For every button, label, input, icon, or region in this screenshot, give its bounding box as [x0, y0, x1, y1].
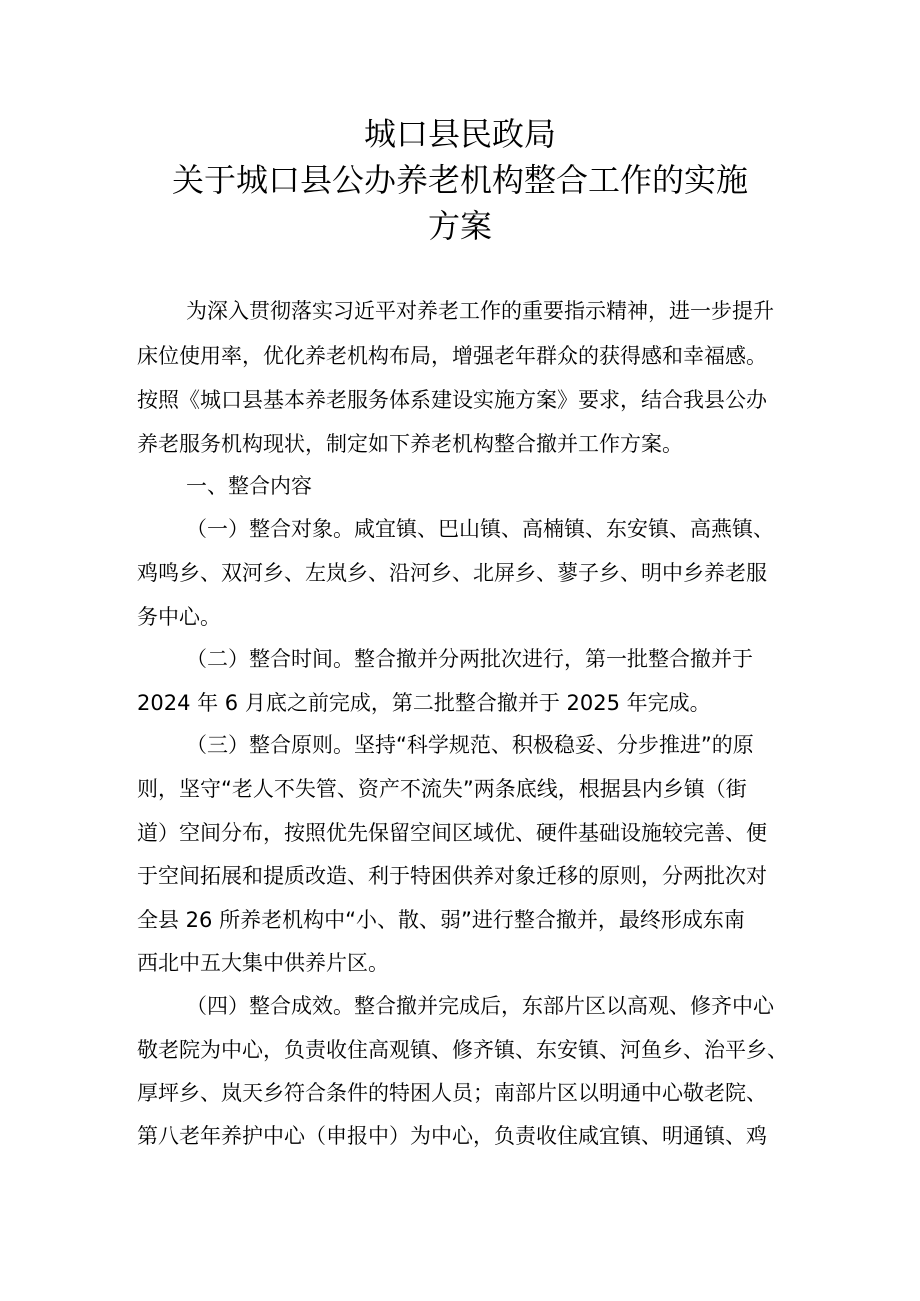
text-line: 第八老年养护中心（申报中）为中心，负责收住咸宜镇、明通镇、鸡 [137, 1124, 767, 1148]
section-heading: 一、整合内容 [186, 474, 312, 498]
text-line: 床位使用率，优化养老机构布局，增强老年群众的获得感和幸福感。 [137, 344, 767, 368]
text-line: 鸡鸣乡、双河乡、左岚乡、沿河乡、北屏乡、蓼子乡、明中乡养老服 [137, 561, 767, 585]
text-line: 全县 26 所养老机构中“小、散、弱”进行整合撤并，最终形成东南 [137, 908, 745, 932]
title-line-3: 方案 [427, 207, 492, 245]
text-line: （三）整合原则。坚持“科学规范、积极稳妥、分步推进”的原 [186, 733, 754, 757]
text-line: 按照《城口县基本养老服务体系建设实施方案》要求，结合我县公办 [137, 388, 767, 412]
text-line: 2024 年 6 月底之前完成，第二批整合撤并于 2025 年完成。 [137, 691, 711, 715]
text-line: 务中心。 [137, 605, 221, 629]
text-line: 为深入贯彻落实习近平对养老工作的重要指示精神，进一步提升 [186, 299, 774, 323]
text-line: （四）整合成效。整合撤并完成后，东部片区以高观、修齐中心 [186, 994, 774, 1018]
text-line: （二）整合时间。整合撤并分两批次进行，第一批整合撤并于 [186, 647, 753, 671]
text-line: 道）空间分布，按照优先保留空间区域优、硬件基础设施较完善、便 [137, 821, 767, 845]
text-line: 敬老院为中心，负责收住高观镇、修齐镇、东安镇、河鱼乡、治平乡、 [137, 1038, 788, 1062]
text-line: 养老服务机构现状，制定如下养老机构整合撤并工作方案。 [137, 432, 683, 456]
text-line: 于空间拓展和提质改造、利于特困供养对象迁移的原则，分两批次对 [137, 864, 767, 888]
title-line-1: 城口县民政局 [363, 115, 556, 153]
text-line: 厚坪乡、岚天乡符合条件的特困人员；南部片区以明通中心敬老院、 [137, 1081, 767, 1105]
title-line-2: 关于城口县公办养老机构整合工作的实施 [171, 161, 748, 199]
text-line: 则，坚守“老人不失管、资产不流失”两条底线，根据县内乡镇（街 [137, 777, 747, 801]
text-line: （一）整合对象。咸宜镇、巴山镇、高楠镇、东安镇、高燕镇、 [186, 517, 774, 541]
text-line: 西北中五大集中供养片区。 [137, 951, 389, 975]
